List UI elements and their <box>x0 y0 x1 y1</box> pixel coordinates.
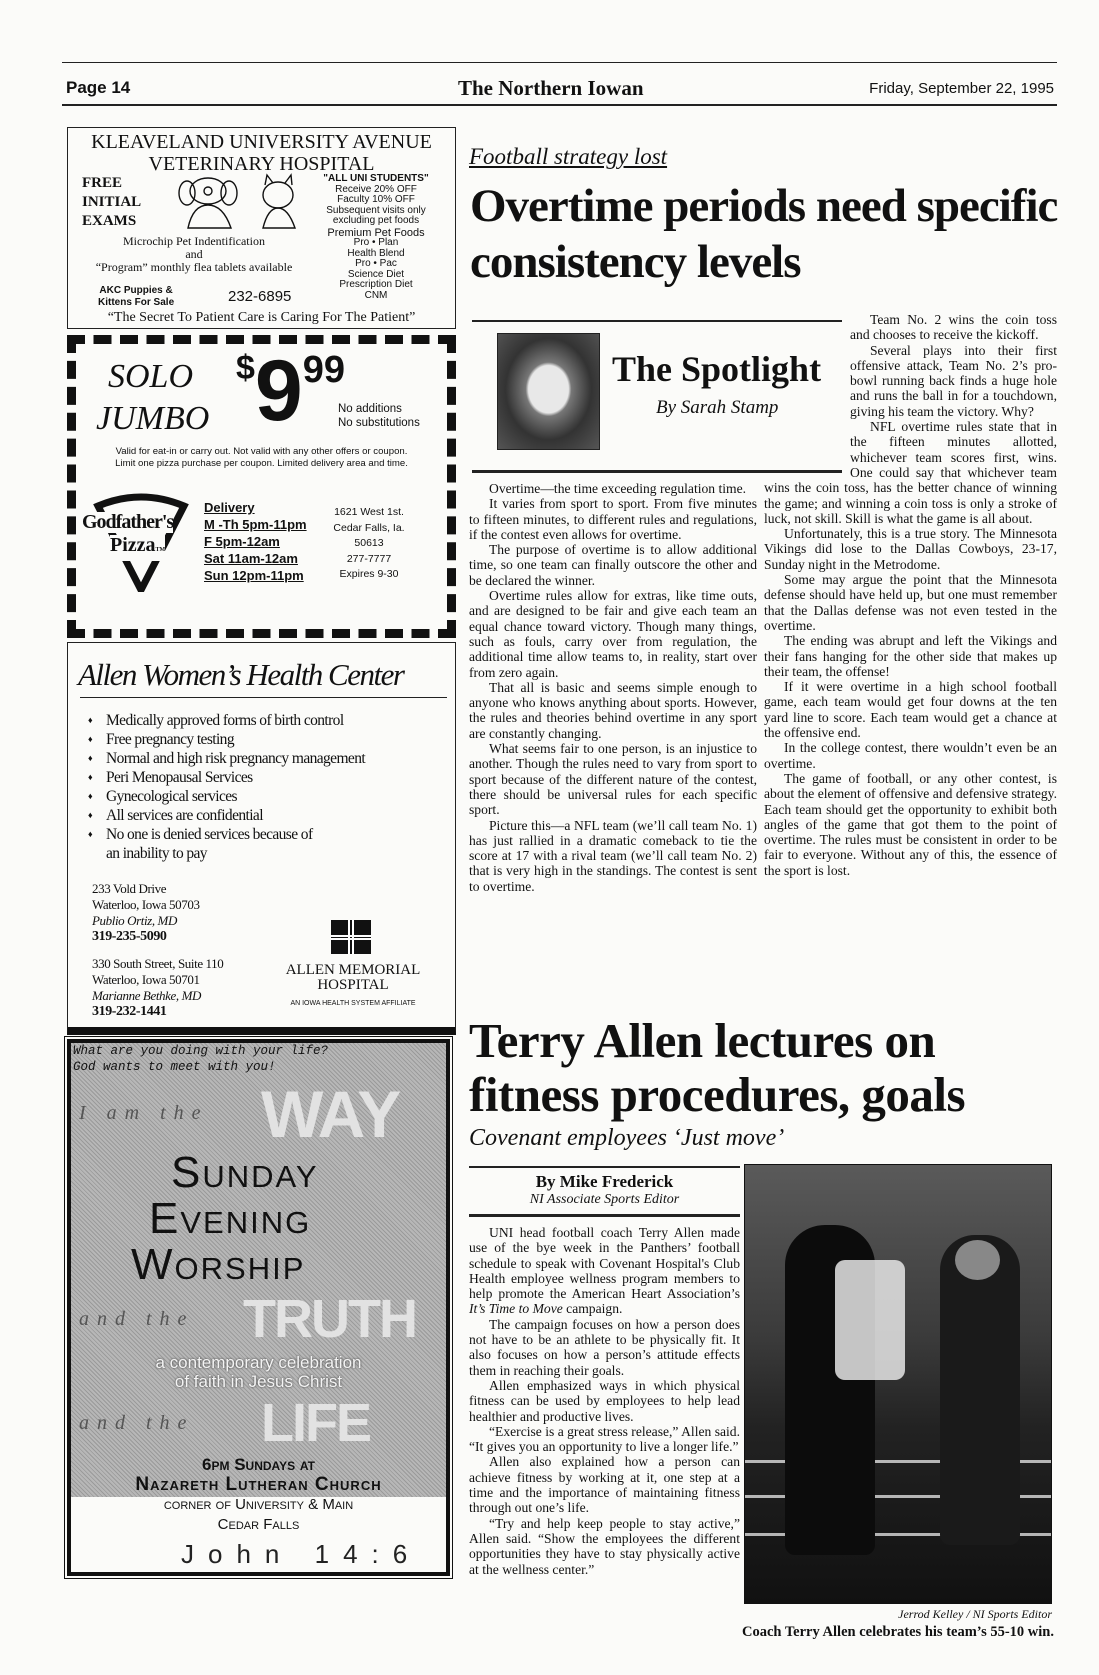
price-dollar: $ <box>236 349 255 387</box>
sunday-title: Sunday <box>171 1148 319 1197</box>
service-item: ♦ Peri Menopausal Services <box>88 768 365 787</box>
free-line: INITIAL <box>82 194 142 210</box>
evening-title: Evening <box>149 1194 312 1243</box>
story-kicker: Football strategy lost <box>469 144 668 169</box>
paragraph: “Exercise is a great stress release,” Allen said. “It gives you an opportunity to live a longer life.” <box>469 1423 740 1455</box>
vet-slogan: “The Secret To Patient Care is Caring For The Patient” <box>107 310 416 325</box>
doctor: Publio Ortiz, MD <box>92 913 177 928</box>
author: By Mike Frederick <box>535 1172 674 1191</box>
city: Waterloo, Iowa 50703 <box>92 897 200 912</box>
story2-byline <box>469 1172 740 1208</box>
hours-line: Delivery <box>204 500 255 515</box>
hours-line: Sun 12pm-11pm <box>204 568 304 583</box>
paragraph: In the college contest, there wouldn’t even be an overtime. <box>764 740 1057 771</box>
doctor: Marianne Bethke, MD <box>92 988 202 1003</box>
photo-caption: Coach Terry Allen celebrates his team’s 55-10 win. <box>742 1624 1054 1640</box>
address-line: Cedar Falls, Ia. <box>333 521 405 534</box>
service-item: ♦ Gynecological services <box>88 787 365 806</box>
logo-pizza: Pizza <box>110 534 156 556</box>
info-line: Microchip Pet Indentification <box>123 234 265 248</box>
info-line: and <box>185 247 203 261</box>
church-location: corner of University & Main <box>163 1496 354 1513</box>
coupon-restrictions <box>338 402 420 430</box>
paragraph: If it were overtime in a high school football game, each team would get four downs at the ten yard line to score. Each team would get a chance at the offensive end. <box>764 679 1057 741</box>
campaign-name: It’s Time to Move <box>469 1301 563 1317</box>
title-rule <box>80 697 447 698</box>
dog-and-cat-icon <box>173 173 313 233</box>
bg-word-life: LIFE <box>261 1393 370 1453</box>
city: Waterloo, Iowa 50701 <box>92 972 200 987</box>
coupon-price <box>236 343 346 459</box>
pet-foods-title: Premium Pet Foods <box>327 226 425 239</box>
solo-text: SOLO <box>108 358 194 395</box>
paragraph: Unfortunately, this is a true story. The Minnesota Vikings did lose to the Dallas Cowboys, 23-17, Sunday night in the Metrodome. <box>764 526 1057 572</box>
question-line: God wants to meet with you! <box>73 1060 276 1074</box>
text: UNI head football coach Terry Allen made use of the bye week in the Panthers’ football schedule to speak with Covenant Hospital's Club Health employee wellness program members to help promote the American Heart Association’s <box>469 1225 740 1302</box>
hospital-line: ALLEN MEMORIAL <box>285 962 421 978</box>
page-number: Page 14 <box>66 78 131 97</box>
paragraph: NFL overtime rules state that in the fifteen minutes allotted, whichever team scores first, wins. One could say that whichever team wins the coin toss, has the better chance of winning the game; and winning a coin toss is only a stroke of luck, not skill. Skill is what the game is all about. <box>764 419 1057 526</box>
bg-and-the-2: and the <box>79 1412 195 1434</box>
spotlight-spacer <box>764 312 850 474</box>
address-line: 50613 <box>354 537 384 549</box>
jumbo-text: JUMBO <box>96 400 210 437</box>
solo-jumbo-title <box>96 356 209 440</box>
bg-and-the: and the <box>79 1308 195 1330</box>
phone: 319-235-5090 <box>92 929 167 944</box>
story2-subhead: Covenant employees ‘Just move’ <box>469 1125 785 1151</box>
bg-i-am: I am the <box>79 1102 209 1124</box>
celebration-text <box>71 1353 446 1391</box>
ad-title: Allen Women’s Health Center <box>78 657 404 692</box>
free-exams <box>82 174 141 231</box>
ad-title: KLEAVELAND UNIVERSITY AVENUE <box>91 131 432 153</box>
restriction: No substitutions <box>338 417 420 429</box>
address-line: 277-7777 <box>346 552 392 565</box>
player-figure <box>940 1235 1020 1545</box>
service-item: ♦ Medically approved forms of birth control <box>88 711 365 730</box>
story2-body <box>469 1225 740 1577</box>
text: campaign. <box>562 1301 623 1317</box>
service-details <box>71 1455 446 1535</box>
paragraph: Some may argue the point that the Minnesota defense should have held up, but one must remember that the Dallas defense was not even tested in the overtime. <box>764 572 1057 633</box>
paragraph: Picture this—a NFL team (we’ll call team No. 1) has just rallied in a dramatic comeback to tie the score at 17 with a rival team (we’ll call team No. 2) that is very high in the standings. The contest is sent to overtime. <box>469 817 757 894</box>
phone: 319-232-1441 <box>92 1004 167 1019</box>
discount-line: Receive 20% OFF <box>335 183 417 195</box>
free-line: FREE <box>82 175 123 191</box>
location-2 <box>92 956 223 1020</box>
street: 330 South Street, Suite 110 <box>92 956 224 971</box>
worship-title: Worship <box>131 1240 306 1289</box>
celebration-line: a contemporary celebration <box>155 1353 362 1372</box>
question-line: What are you doing with your life? <box>73 1044 329 1058</box>
photo-credit: Jerrod Kelley / NI Sports Editor <box>898 1607 1052 1621</box>
akc-puppies <box>98 285 174 309</box>
godfathers-logo <box>82 492 196 592</box>
paragraph: “Try and help keep people to stay active,” Allen said. “Show the employees the different opportunities they have to stay physically active at the wellness center.” <box>469 1515 740 1577</box>
discount-line: "ALL UNI STUDENTS" <box>323 173 429 184</box>
newspaper-name: The Northern Iowan <box>458 76 644 100</box>
discount-line: excluding pet foods <box>332 215 420 226</box>
akc-line: AKC Puppies & <box>99 285 173 296</box>
paragraph: The game of football, or any other contest, is about the element of offensive and defensive strategy. Each team should get the opportunity to exhibit both angles of the game that got them to the point of overtime. The rules must be consistent in order to be fair to everyone. Without any of this, the essence of the sport is lost. <box>764 770 1057 878</box>
pet-food: Pro • Pac <box>355 258 397 269</box>
paragraph: It varies from sport to sport. From five minutes to fifteen minutes, to different rules and regulations, if the contest even allows for overtime. <box>469 496 757 542</box>
columnist-photo <box>497 333 600 450</box>
affiliate: AN IOWA HEALTH SYSTEM AFFILIATE <box>290 1000 416 1007</box>
church-question <box>73 1043 328 1075</box>
story2-headline: Terry Allen lectures on fitness procedures, goals <box>469 1013 966 1122</box>
church-name: Nazareth Lutheran Church <box>135 1474 382 1495</box>
service-item: ♦ No one is denied services because of an inability to pay <box>88 825 318 863</box>
hospital-cross-logo-icon <box>331 920 371 954</box>
celebration-line: of faith in Jesus Christ <box>174 1372 343 1391</box>
pet-food: Science Diet <box>347 268 405 280</box>
free-line: EXAMS <box>82 213 137 229</box>
pet-food: Pro • Plan <box>353 237 399 248</box>
hospital-name <box>263 963 443 1011</box>
services-list <box>88 711 365 863</box>
pizza-coupon-ad <box>67 335 456 638</box>
veterinary-hospital-ad <box>67 127 456 329</box>
church-worship-ad <box>67 1039 450 1576</box>
service-item: ♦ Normal and high risk pregnancy management <box>88 749 365 768</box>
fine-line: Limit one pizza purchase per coupon. Limited delivery area and time. <box>115 458 408 469</box>
story1-column-1 <box>469 481 757 894</box>
akc-line: Kittens For Sale <box>98 297 175 308</box>
pet-food: Prescription Diet <box>339 279 413 290</box>
vet-phone: 232-6895 <box>228 288 292 305</box>
issue-date: Friday, September 22, 1995 <box>869 80 1054 97</box>
story-headline: Overtime periods need specific consistency levels <box>470 180 1058 288</box>
paragraph: Overtime—the time exceeding regulation time. <box>489 481 747 496</box>
player-helmet <box>955 1240 1000 1280</box>
top-rule <box>62 62 1057 63</box>
pizza-address <box>324 505 414 583</box>
paragraph: The campaign focuses on how a person does not have to be an athlete to be physically fit. It also focuses on how a person’s attitude effects them in reaching their goals. <box>469 1316 740 1378</box>
paragraph: What seems fair to one person, is an injustice to another. Though the rules need to vary from sport to sport because of the different nature of the contest, there should be universal rules for each specific sport. <box>469 741 757 818</box>
microchip-info <box>78 235 310 274</box>
paragraph: Allen emphasized ways in which physical fitness can be used by employees to help lead healthier and productive lives. <box>469 1377 740 1424</box>
hospital-line: HOSPITAL <box>317 977 389 993</box>
service-item: ♦ All services are confidential <box>88 806 365 825</box>
paragraph: Team No. 2 wins the coin toss and chooses to receive the kickoff. <box>850 312 1057 343</box>
column-title: The Spotlight <box>612 349 822 389</box>
street: 233 Vold Drive <box>92 881 167 896</box>
hours-line: M -Th 5pm-11pm <box>204 517 307 532</box>
hours-line: F 5pm-12am <box>204 534 280 549</box>
paragraph <box>469 1225 740 1317</box>
coach-photo <box>744 1164 1052 1604</box>
paragraph: That all is basic and seems simple enough to anyone who knows anything about sports. However, the rules and theories behind overtime in any sport are constantly changing. <box>469 679 757 741</box>
coupon-fine-print <box>86 446 437 470</box>
header-rule <box>62 104 1057 106</box>
discount-line: Subsequent visits only <box>326 204 426 216</box>
discount-line: Faculty 10% OFF <box>337 194 415 205</box>
paragraph: Several plays into their first offensive attack, Team No. 2’s pro-bowl running back finds a huge hole and runs the ball in for a touchdown, giving his team the victory. Why? <box>850 342 1057 419</box>
student-discount <box>311 174 441 301</box>
price-main: 9 <box>254 343 303 439</box>
paragraph: The ending was abrupt and left the Vikings and their fans hanging for the other side that makes up their team, the offense! <box>764 633 1057 679</box>
location-1 <box>92 881 200 945</box>
pet-food: CNM <box>364 289 388 301</box>
pet-food: Health Blend <box>347 247 405 259</box>
price-cents: 99 <box>302 349 346 391</box>
logo-text2 <box>110 535 165 561</box>
restriction: No additions <box>338 403 402 415</box>
info-line: “Program” monthly flea tablets available <box>95 260 293 274</box>
service-item: ♦ Free pregnancy testing <box>88 730 365 749</box>
paragraph: The purpose of overtime is to allow additional time, so one team can finally outscore the other and be declared the winner. <box>469 542 757 588</box>
coach-shirt <box>835 1260 905 1380</box>
paragraph: Overtime rules allow for extras, like time outs, and are designed to be fair and give each team an equal chance toward victory. Though many things, such as fouls, carry over from regulation, the additional time allow teams to, in reality, start over from zero again. <box>469 588 757 680</box>
address-line: Expires 9-30 <box>339 568 399 580</box>
hours-line: Sat 11am-12am <box>204 551 298 566</box>
bg-word-way: WAY <box>261 1077 400 1151</box>
church-city: Cedar Falls <box>217 1516 300 1533</box>
bg-word-truth: TRUTH <box>243 1289 416 1349</box>
paragraph: Allen also explained how a person can achieve fitness by working at it, one step at a time and the importance of maintaining fitness through out one’s life. <box>469 1454 740 1516</box>
address-line: 1621 West 1st. <box>334 506 404 518</box>
service-time: 6pm Sundays at <box>202 1455 315 1474</box>
column-byline: By Sarah Stamp <box>656 397 779 418</box>
delivery-hours <box>204 499 307 584</box>
byline-top-rule <box>469 1166 740 1168</box>
logo-text: Godfather's <box>82 511 174 533</box>
ad-title: VETERINARY HOSPITAL <box>148 153 375 175</box>
trademark: TM <box>155 547 166 553</box>
womens-health-center-ad <box>67 642 456 1035</box>
byline-bottom-rule <box>469 1214 740 1217</box>
bible-verse: John 14:6 <box>181 1539 422 1569</box>
author-title: NI Associate Sports Editor <box>529 1192 680 1207</box>
story1-column-2 <box>764 312 1057 878</box>
fine-line: Valid for eat-in or carry out. Not valid with any other offers or coupon. <box>115 446 408 457</box>
